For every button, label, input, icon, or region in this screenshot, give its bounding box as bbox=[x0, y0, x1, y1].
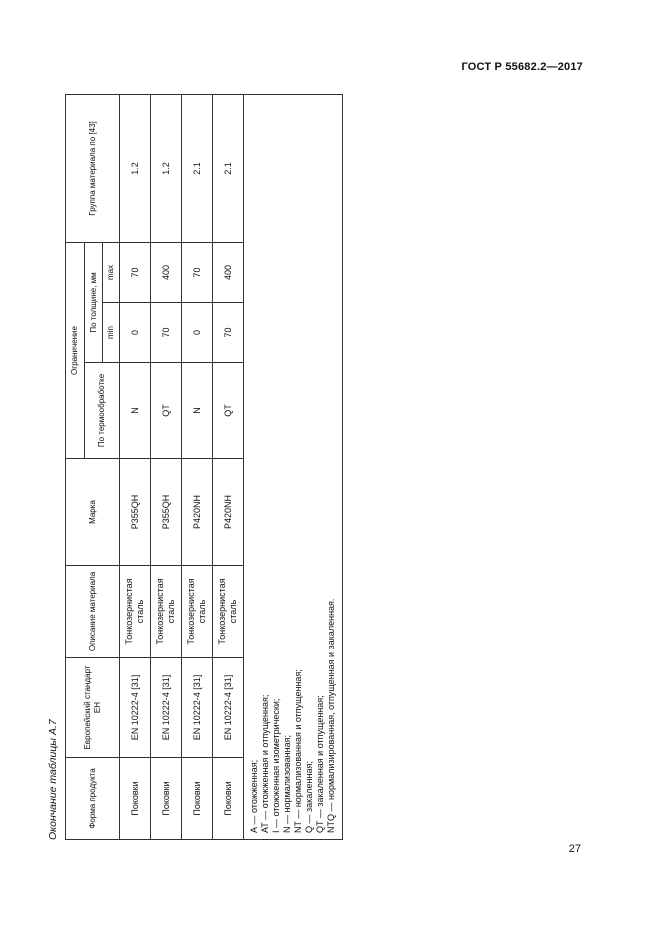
header-max: max bbox=[103, 242, 120, 302]
cell-product-form: Поковки bbox=[120, 758, 151, 840]
cell-product-form: Поковки bbox=[182, 758, 213, 840]
cell-standard: EN 10222-4 [31] bbox=[213, 658, 244, 758]
header-material-group: Группа материала по [43] bbox=[66, 94, 120, 242]
cell-description: Тонкозернистая сталь bbox=[213, 566, 244, 658]
note-line: N — нормализованная; bbox=[282, 735, 292, 833]
cell-standard: EN 10222-4 [31] bbox=[182, 658, 213, 758]
cell-description: Тонкозернистая сталь bbox=[151, 566, 182, 658]
note-line: АТ — отожженная и отпущенная; bbox=[260, 694, 270, 833]
cell-min: 0 bbox=[120, 303, 151, 363]
cell-group: 1.2 bbox=[120, 94, 151, 242]
cell-group: 1.2 bbox=[151, 94, 182, 242]
note-line: QT — закаленная и отпущенная; bbox=[315, 695, 325, 833]
note-line: NTQ — нормализированная, отпущенная и закаленная. bbox=[326, 598, 336, 833]
cell-description: Тонкозернистая сталь bbox=[182, 566, 213, 658]
cell-grade: P420NH bbox=[182, 459, 213, 566]
table-row bbox=[213, 94, 244, 839]
cell-standard: EN 10222-4 [31] bbox=[120, 658, 151, 758]
cell-group: 2.1 bbox=[213, 94, 244, 242]
notes-row bbox=[244, 94, 343, 839]
header-product-form: Форма продукта bbox=[66, 758, 120, 840]
cell-grade: P355QH bbox=[151, 459, 182, 566]
note-line: А — отожженная; bbox=[249, 759, 259, 833]
cell-min: 0 bbox=[182, 303, 213, 363]
document-code: ГОСТ Р 55682.2—2017 bbox=[461, 61, 583, 73]
cell-product-form: Поковки bbox=[213, 758, 244, 840]
cell-group: 2.1 bbox=[182, 94, 213, 242]
header-grade: Марка bbox=[66, 459, 120, 566]
note-line: I — отожженная изометрически; bbox=[271, 698, 281, 833]
cell-grade: P355QH bbox=[120, 459, 151, 566]
header-material-description: Описание материала bbox=[66, 566, 120, 658]
cell-heat-treatment: N bbox=[120, 363, 151, 459]
cell-description: Тонкозернистая сталь bbox=[120, 566, 151, 658]
header-min: min bbox=[103, 303, 120, 363]
header-limitation: Ограничение bbox=[66, 242, 85, 458]
table-notes bbox=[244, 94, 343, 839]
cell-heat-treatment: QT bbox=[213, 363, 244, 459]
cell-heat-treatment: N bbox=[182, 363, 213, 459]
header-thickness: По толщине, мм bbox=[85, 242, 103, 362]
cell-max: 70 bbox=[120, 242, 151, 302]
cell-product-form: Поковки bbox=[151, 758, 182, 840]
cell-max: 70 bbox=[182, 242, 213, 302]
header-european-standard: Европейский стандарт ЕН bbox=[66, 658, 120, 758]
rotated-table-block bbox=[47, 95, 343, 840]
cell-grade: P420NH bbox=[213, 459, 244, 566]
table-row bbox=[151, 94, 182, 839]
cell-min: 70 bbox=[213, 303, 244, 363]
cell-max: 400 bbox=[151, 242, 182, 302]
note-line: NT — нормализованная и отпущенная; bbox=[293, 669, 303, 833]
table-row bbox=[120, 94, 151, 839]
cell-max: 400 bbox=[213, 242, 244, 302]
header-heat-treatment: По термообработке bbox=[85, 363, 120, 459]
note-line: Q — закаленная; bbox=[304, 761, 314, 833]
page-number: 27 bbox=[568, 843, 581, 855]
cell-standard: EN 10222-4 [31] bbox=[151, 658, 182, 758]
cell-min: 70 bbox=[151, 303, 182, 363]
table-row bbox=[182, 94, 213, 839]
table-caption: Окончание таблицы А.7 bbox=[47, 719, 59, 840]
cell-heat-treatment: QT bbox=[151, 363, 182, 459]
header-row bbox=[66, 94, 85, 839]
materials-table bbox=[65, 94, 343, 840]
